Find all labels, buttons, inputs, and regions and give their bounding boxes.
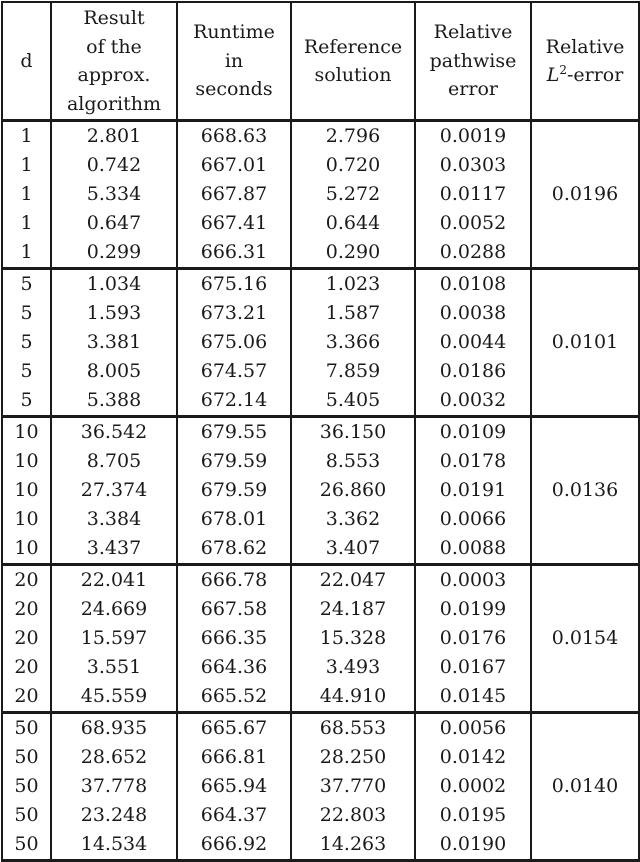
cell-d: 5 [2, 269, 51, 300]
cell-runtime: 665.52 [177, 682, 291, 713]
cell-pathwise-error: 0.0038 [415, 299, 531, 328]
cell-reference: 14.263 [291, 830, 415, 861]
table-row [2, 121, 639, 152]
cell-pathwise-error: 0.0167 [415, 653, 531, 682]
cell-reference: 2.796 [291, 121, 415, 152]
cell-runtime: 678.62 [177, 534, 291, 565]
cell-runtime: 679.55 [177, 417, 291, 448]
header-result-line: of the [86, 35, 142, 58]
cell-result: 3.381 [51, 328, 177, 357]
table-row [2, 269, 639, 300]
header-reference-line: Reference [303, 35, 403, 58]
header-d [2, 2, 51, 121]
cell-result: 8.705 [51, 447, 177, 476]
cell-pathwise-error: 0.0088 [415, 534, 531, 565]
header-pathwise-line: pathwise [429, 49, 517, 72]
cell-reference: 8.553 [291, 447, 415, 476]
cell-pathwise-error: 0.0044 [415, 328, 531, 357]
cell-pathwise-error: 0.0190 [415, 830, 531, 861]
cell-d: 5 [2, 328, 51, 357]
l2-suffix: -error [566, 64, 624, 86]
cell-result: 1.593 [51, 299, 177, 328]
header-reference-line: solution [314, 64, 392, 86]
cell-d: 5 [2, 386, 51, 417]
cell-runtime: 666.92 [177, 830, 291, 861]
cell-reference: 3.407 [291, 534, 415, 565]
cell-d: 50 [2, 801, 51, 830]
cell-result: 37.778 [51, 772, 177, 801]
cell-pathwise-error: 0.0191 [415, 476, 531, 505]
cell-reference: 0.720 [291, 151, 415, 180]
cell-result: 45.559 [51, 682, 177, 713]
cell-d: 20 [2, 595, 51, 624]
cell-result: 3.437 [51, 534, 177, 565]
cell-d: 10 [2, 534, 51, 565]
cell-pathwise-error: 0.0142 [415, 743, 531, 772]
cell-pathwise-error: 0.0288 [415, 238, 531, 269]
cell-runtime: 666.78 [177, 565, 291, 596]
cell-runtime: 666.81 [177, 743, 291, 772]
l-symbol: L [546, 64, 560, 86]
table-row [2, 565, 639, 596]
cell-d: 5 [2, 357, 51, 386]
cell-pathwise-error: 0.0303 [415, 151, 531, 180]
header-d-line: d [20, 49, 33, 72]
cell-d: 1 [2, 209, 51, 238]
header-l2-line [532, 61, 638, 90]
cell-l2-error: 0.0196 [531, 121, 639, 269]
cell-pathwise-error: 0.0109 [415, 417, 531, 448]
cell-d: 5 [2, 299, 51, 328]
cell-result: 68.935 [51, 713, 177, 744]
cell-result: 5.334 [51, 180, 177, 209]
cell-d: 50 [2, 830, 51, 861]
header-runtime [177, 2, 291, 121]
cell-reference: 44.910 [291, 682, 415, 713]
header-runtime-line: Runtime [193, 21, 275, 44]
cell-pathwise-error: 0.0195 [415, 801, 531, 830]
cell-d: 20 [2, 682, 51, 713]
cell-runtime: 666.31 [177, 238, 291, 269]
cell-result: 5.388 [51, 386, 177, 417]
cell-reference: 0.644 [291, 209, 415, 238]
cell-d: 50 [2, 772, 51, 801]
cell-l2-error: 0.0140 [531, 713, 639, 861]
header-pathwise-line: Relative [433, 21, 513, 44]
cell-runtime: 674.57 [177, 357, 291, 386]
cell-reference: 22.047 [291, 565, 415, 596]
group-body [2, 121, 639, 269]
cell-runtime: 666.35 [177, 624, 291, 653]
cell-runtime: 664.37 [177, 801, 291, 830]
cell-pathwise-error: 0.0056 [415, 713, 531, 744]
cell-reference: 24.187 [291, 595, 415, 624]
header-result-line: approx. [77, 64, 151, 86]
cell-pathwise-error: 0.0108 [415, 269, 531, 300]
cell-reference: 1.587 [291, 299, 415, 328]
cell-d: 20 [2, 624, 51, 653]
cell-reference: 0.290 [291, 238, 415, 269]
cell-result: 8.005 [51, 357, 177, 386]
cell-d: 10 [2, 417, 51, 448]
cell-l2-error: 0.0136 [531, 417, 639, 565]
cell-pathwise-error: 0.0066 [415, 505, 531, 534]
cell-d: 10 [2, 447, 51, 476]
cell-runtime: 667.01 [177, 151, 291, 180]
cell-reference: 36.150 [291, 417, 415, 448]
cell-result: 0.742 [51, 151, 177, 180]
results-table [1, 1, 640, 862]
header-result-line: algorithm [66, 92, 162, 115]
cell-result: 14.534 [51, 830, 177, 861]
cell-runtime: 665.67 [177, 713, 291, 744]
cell-reference: 22.803 [291, 801, 415, 830]
cell-result: 0.647 [51, 209, 177, 238]
cell-pathwise-error: 0.0186 [415, 357, 531, 386]
cell-reference: 26.860 [291, 476, 415, 505]
group-body [2, 565, 639, 713]
cell-reference: 5.272 [291, 180, 415, 209]
cell-reference: 3.362 [291, 505, 415, 534]
cell-reference: 3.366 [291, 328, 415, 357]
cell-result: 1.034 [51, 269, 177, 300]
cell-reference: 28.250 [291, 743, 415, 772]
cell-result: 28.652 [51, 743, 177, 772]
cell-d: 10 [2, 476, 51, 505]
cell-reference: 68.553 [291, 713, 415, 744]
cell-d: 50 [2, 713, 51, 744]
cell-runtime: 679.59 [177, 476, 291, 505]
group-body [2, 269, 639, 417]
cell-l2-error: 0.0154 [531, 565, 639, 713]
table-row [2, 417, 639, 448]
header-result [51, 2, 177, 121]
header-pathwise-line: error [448, 78, 498, 101]
table-header [2, 2, 639, 121]
cell-d: 20 [2, 653, 51, 682]
cell-result: 3.384 [51, 505, 177, 534]
header-result-line: Result [83, 7, 145, 29]
cell-runtime: 679.59 [177, 447, 291, 476]
group-body [2, 417, 639, 565]
cell-result: 36.542 [51, 417, 177, 448]
header-row [2, 2, 639, 121]
cell-d: 50 [2, 743, 51, 772]
cell-runtime: 667.87 [177, 180, 291, 209]
header-reference [291, 2, 415, 121]
cell-reference: 7.859 [291, 357, 415, 386]
cell-pathwise-error: 0.0052 [415, 209, 531, 238]
cell-d: 1 [2, 121, 51, 152]
cell-runtime: 678.01 [177, 505, 291, 534]
cell-reference: 3.493 [291, 653, 415, 682]
cell-result: 15.597 [51, 624, 177, 653]
cell-pathwise-error: 0.0178 [415, 447, 531, 476]
cell-result: 24.669 [51, 595, 177, 624]
cell-runtime: 667.58 [177, 595, 291, 624]
cell-runtime: 665.94 [177, 772, 291, 801]
cell-pathwise-error: 0.0176 [415, 624, 531, 653]
cell-runtime: 675.16 [177, 269, 291, 300]
cell-pathwise-error: 0.0019 [415, 121, 531, 152]
header-runtime-line: seconds [195, 78, 273, 101]
cell-result: 23.248 [51, 801, 177, 830]
cell-reference: 1.023 [291, 269, 415, 300]
cell-result: 0.299 [51, 238, 177, 269]
cell-runtime: 667.41 [177, 209, 291, 238]
header-runtime-line: in [224, 49, 244, 72]
header-l2-line: Relative [545, 35, 625, 58]
cell-runtime: 673.21 [177, 299, 291, 328]
cell-pathwise-error: 0.0032 [415, 386, 531, 417]
cell-l2-error: 0.0101 [531, 269, 639, 417]
cell-result: 3.551 [51, 653, 177, 682]
cell-runtime: 672.14 [177, 386, 291, 417]
table-row [2, 713, 639, 744]
header-l2 [531, 2, 639, 121]
cell-result: 22.041 [51, 565, 177, 596]
cell-pathwise-error: 0.0003 [415, 565, 531, 596]
cell-reference: 37.770 [291, 772, 415, 801]
cell-pathwise-error: 0.0199 [415, 595, 531, 624]
cell-d: 10 [2, 505, 51, 534]
cell-d: 1 [2, 151, 51, 180]
cell-runtime: 675.06 [177, 328, 291, 357]
cell-runtime: 664.36 [177, 653, 291, 682]
cell-reference: 15.328 [291, 624, 415, 653]
cell-result: 27.374 [51, 476, 177, 505]
cell-reference: 5.405 [291, 386, 415, 417]
cell-result: 2.801 [51, 121, 177, 152]
header-pathwise [415, 2, 531, 121]
cell-runtime: 668.63 [177, 121, 291, 152]
cell-d: 20 [2, 565, 51, 596]
cell-d: 1 [2, 238, 51, 269]
cell-pathwise-error: 0.0145 [415, 682, 531, 713]
exponent: 2 [559, 63, 567, 77]
cell-d: 1 [2, 180, 51, 209]
cell-pathwise-error: 0.0002 [415, 772, 531, 801]
cell-pathwise-error: 0.0117 [415, 180, 531, 209]
group-body [2, 713, 639, 861]
